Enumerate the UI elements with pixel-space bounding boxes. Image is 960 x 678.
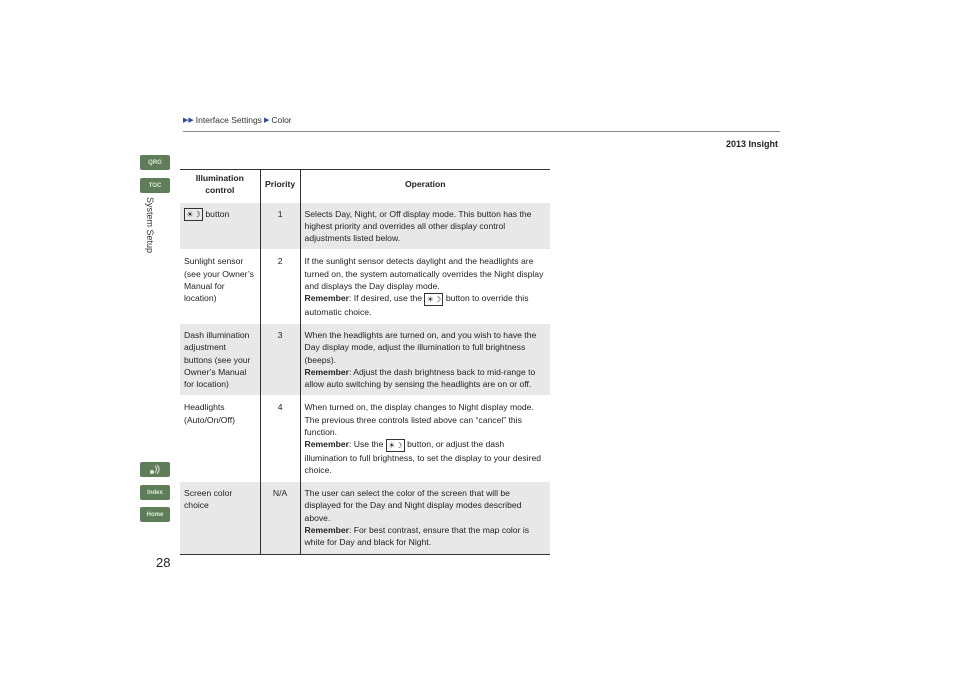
- priority-cell: N/A: [260, 482, 300, 554]
- table-row: [180, 202, 550, 250]
- operation-text: If the sunlight sensor detects daylight and the headlights are turned on, the system automatically overrides the Night display and displays the Day display mode.: [304, 256, 544, 292]
- control-cell: [180, 202, 260, 250]
- remember-label: Remember: [304, 439, 349, 450]
- operation-cell: [300, 396, 550, 482]
- header-divider: [183, 131, 780, 132]
- section-title: System Setup: [145, 197, 155, 254]
- header-illumination-control: Illumination control: [180, 170, 260, 203]
- breadcrumb-interface-settings[interactable]: Interface Settings: [195, 115, 262, 125]
- header-priority: Priority: [260, 170, 300, 203]
- sun-moon-icon: ☀☽: [386, 439, 405, 452]
- control-cell: Headlights (Auto/On/Off): [180, 396, 260, 482]
- table-row: [180, 250, 550, 323]
- voice-command-button[interactable]: [140, 462, 170, 477]
- remember-label: Remember: [304, 525, 349, 535]
- table-row: [180, 482, 550, 554]
- remember-text: : Adjust the dash brightness back to mid-range to allow auto switching by sensing the headlights are on or off.: [304, 366, 536, 390]
- remember-text: : For best contrast, ensure that the map color is white for Day and black for Night.: [304, 525, 530, 548]
- operation-text: When the headlights are turned on, and you wish to have the Day display mode, adjust the illumination to full brightness (beeps).: [304, 329, 537, 365]
- operation-cell: [300, 250, 550, 323]
- page-number: 28: [156, 555, 171, 570]
- table-row: [180, 396, 550, 482]
- model-title: 2013 Insight: [725, 139, 778, 149]
- home-button[interactable]: Home: [140, 507, 170, 522]
- operation-cell: [300, 482, 550, 554]
- control-cell: Sunlight sensor (see your Owner’s Manual for location): [180, 250, 260, 323]
- control-cell: Dash illumination adjustment buttons (see your Owner’s Manual for location): [180, 323, 260, 395]
- sun-moon-icon: ☀☽: [184, 208, 203, 221]
- operation-cell: Selects Day, Night, or Off display mode. This button has the highest priority and overrides all other display control adjustments listed below.: [300, 202, 550, 250]
- priority-cell: 3: [260, 323, 300, 395]
- illumination-table: [180, 169, 550, 555]
- priority-cell: 1: [260, 202, 300, 250]
- operation-text: The user can select the color of the screen that will be displayed for the Day and Night display modes described above.: [304, 488, 522, 523]
- breadcrumb-color: Color: [271, 115, 292, 125]
- breadcrumb-arrow-icon: ▶▶: [183, 117, 194, 124]
- remember-text-continued: button, or adjust the dash illumination to full brightness, to set the display to your desired choice.: [304, 439, 542, 475]
- remember-text: : Use the: [348, 439, 384, 450]
- remember-label: Remember: [304, 293, 349, 304]
- operation-text: When turned on, the display changes to Night display mode. The previous three controls listed above can “cancel” this function.: [304, 402, 534, 437]
- control-cell: Screen color choice: [180, 482, 260, 554]
- priority-cell: 2: [260, 250, 300, 323]
- remember-text-continued: button to override this automatic choice.: [304, 293, 529, 317]
- remember-text: : If desired, use the: [348, 293, 423, 304]
- operation-cell: [300, 323, 550, 395]
- sun-moon-icon: ☀☽: [424, 293, 443, 306]
- breadcrumb-arrow-icon: ▶: [263, 117, 270, 124]
- remember-label: Remember: [304, 366, 349, 377]
- qrg-button[interactable]: QRG: [140, 155, 170, 170]
- toc-button[interactable]: TOC: [140, 178, 170, 193]
- breadcrumb: [183, 115, 292, 125]
- table-row: [180, 323, 550, 395]
- control-label: button: [205, 208, 230, 219]
- voice-icon: [149, 464, 161, 475]
- priority-cell: 4: [260, 396, 300, 482]
- index-button[interactable]: Index: [140, 485, 170, 500]
- header-operation: Operation: [300, 170, 550, 203]
